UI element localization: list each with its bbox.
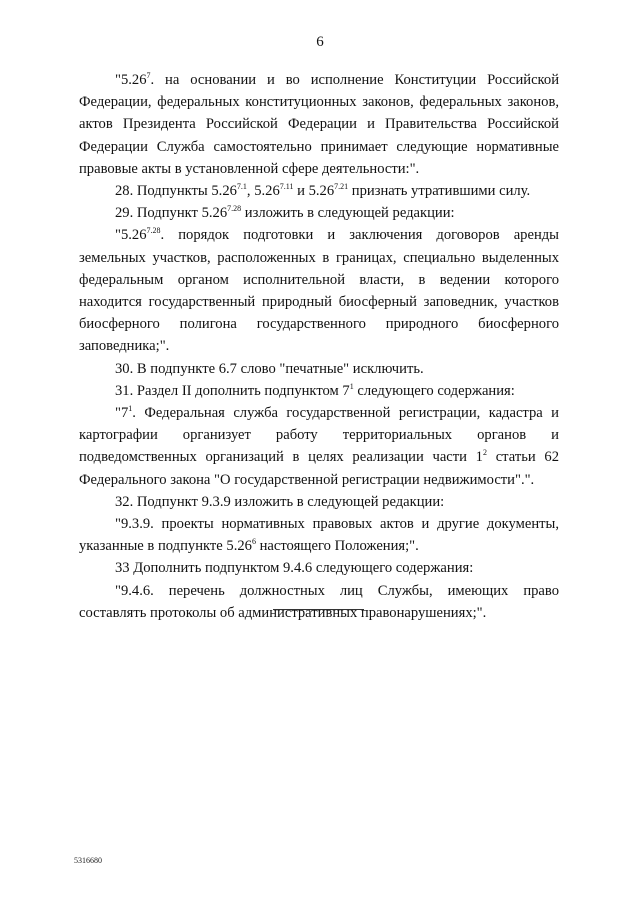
paragraph-33: 33 Дополнить подпунктом 9.4.6 следующего содержания:	[115, 560, 474, 577]
document-code: 5316680	[74, 856, 102, 865]
paragraph-9-4-6: "9.4.6. перечень должностных лиц Службы, имеющих право составлять протоколы об административных правонарушениях;".	[79, 582, 559, 621]
separator-line	[273, 609, 364, 610]
paragraph-28: 28. Подпункты $5.26^{7.1}$, $5.26^{7.11}$ и $5.26^{7.21}$ признать утратившими силу.	[115, 182, 531, 200]
paragraph-31: 31. Раздел II дополнить подпунктом $7^1$ следующего содержания:	[115, 381, 515, 399]
paragraph-5-26-7: "5.26$^7$. на основании и во исполнение Конституции Российской Федерации, федеральных конституционных законов, федеральных законов, актов Президента Российской Федерации и Правительства Российской Федерации Служба самостоятельно принимает следующие нормативные правовые акты в установленной сфере деятельности:".	[79, 71, 559, 177]
page-number: 6	[316, 34, 324, 50]
document-body	[79, 69, 559, 624]
paragraph-32: 32. Подпункт 9.3.9 изложить в следующей редакции:	[115, 493, 445, 510]
paragraph-5-26-7-28: "$5.26^{7.28}$. порядок подготовки и заключения договоров аренды земельных участков, расположенных в границах, специально выделенных федеральным органом исполнительной власти, в ведении которого находится государственный природный биосферный заповедник, участков биосферного полигона государственного природного биосферного заповедника;".	[79, 226, 559, 355]
paragraph-9-3-9: "9.3.9. проекты нормативных правовых актов и другие документы, указанные в подпункте 5.26$^6$ настоящего Положения;".	[79, 516, 559, 555]
paragraph-29: 29. Подпункт $5.26^{7.28}$ изложить в следующей редакции:	[115, 204, 455, 222]
paragraph-7-1: "$7^1$. Федеральная служба государственной регистрации, кадастра и картографии организует работу территориальных органов и подведомственных организаций в целях реализации части $1^2$ статьи 62 Федерального закона "О государственной регистрации недвижимости".".	[79, 404, 559, 488]
paragraph-30: 30. В подпункте 6.7 слово "печатные" исключить.	[115, 360, 424, 377]
